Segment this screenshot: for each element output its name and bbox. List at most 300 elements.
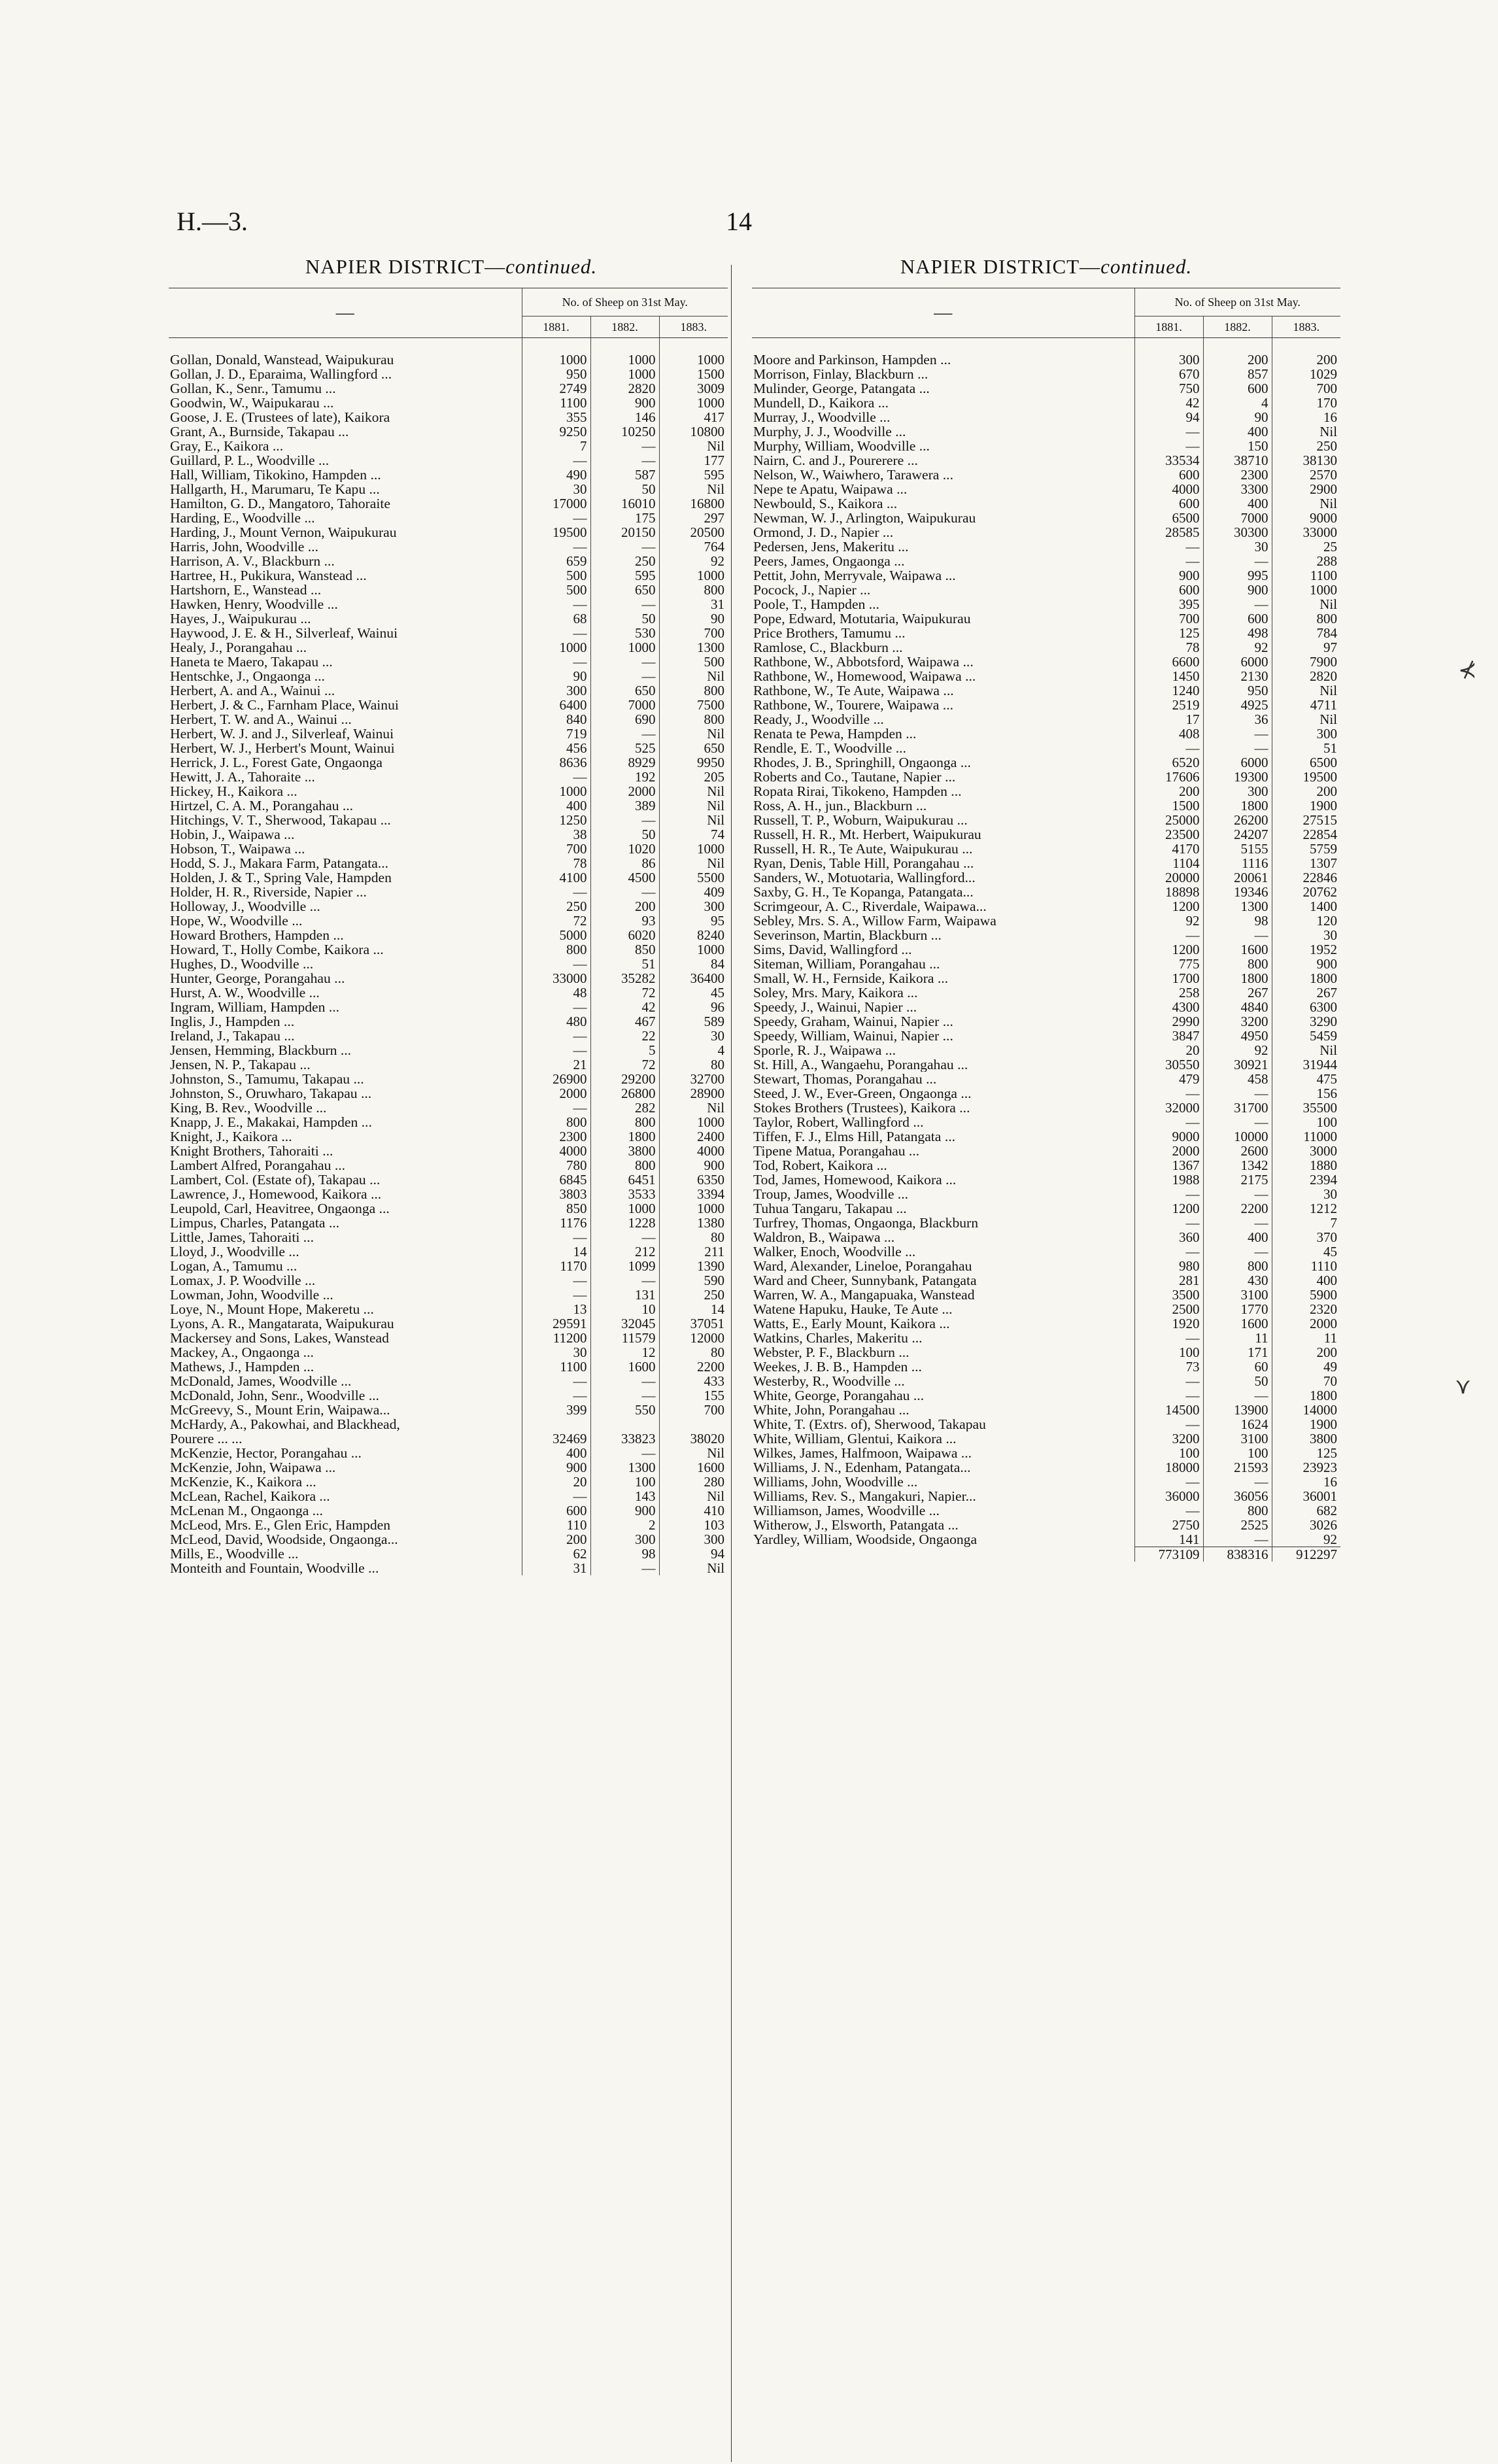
sheep-count-1883: 96 [659, 1000, 728, 1014]
sheep-count-1881: — [1134, 1503, 1203, 1518]
sheep-count-1882: 24207 [1203, 827, 1272, 842]
sheep-count-1883: 90 [659, 611, 728, 626]
sheep-count-1882: — [590, 597, 659, 611]
table-row [752, 727, 1340, 741]
sheep-count-1882: 31700 [1203, 1101, 1272, 1115]
sheep-count-1882: 30921 [1203, 1057, 1272, 1072]
owner-name: Hall, William, Tikokino, Hampden ... [170, 468, 381, 482]
sheep-count-1883: 32700 [659, 1072, 728, 1086]
owner-name: McHardy, A., Pakowhai, and Blackhead, [170, 1417, 400, 1431]
table-row [169, 842, 728, 856]
sheep-count-1883: 12000 [659, 1331, 728, 1345]
sheep-count-1881: — [1134, 928, 1203, 942]
sheep-count-1883: 103 [659, 1518, 728, 1532]
sheep-count-1881: — [522, 1043, 590, 1057]
owner-name: Herbert, J. & C., Farnham Place, Wainui [170, 698, 399, 712]
table-row [752, 439, 1340, 453]
sheep-count-1881: 360 [1134, 1230, 1203, 1244]
owner-name: Leupold, Carl, Heavitree, Ongaonga ... [170, 1201, 390, 1216]
table-row [169, 870, 728, 885]
owner-name: Sebley, Mrs. S. A., Willow Farm, Waipawa [753, 914, 996, 928]
sheep-count-1883: 1307 [1272, 856, 1340, 870]
sheep-count-1881: 490 [522, 468, 590, 482]
owner-name: Pettit, John, Merryvale, Waipawa ... [753, 568, 956, 583]
sheep-count-1883: 3394 [659, 1187, 728, 1201]
sheep-count-1882: 282 [590, 1101, 659, 1115]
sheep-count-1881: 4100 [522, 870, 590, 885]
owner-name: Limpus, Charles, Patangata ... [170, 1216, 340, 1230]
sheep-count-1883: Nil [1272, 424, 1340, 439]
table-row [169, 468, 728, 482]
sheep-count-1882: 146 [590, 410, 659, 424]
sheep-count-1881: 719 [522, 727, 590, 741]
table-row [169, 1216, 728, 1230]
sheep-count-1883: 2400 [659, 1129, 728, 1144]
sheep-count-1881: — [522, 770, 590, 784]
sheep-count-1883: Nil [1272, 712, 1340, 727]
sheep-count-1881: — [1134, 439, 1203, 453]
sheep-count-1883: 20762 [1272, 885, 1340, 899]
sheep-count-1883: 120 [1272, 914, 1340, 928]
owner-name: Holder, H. R., Riverside, Napier ... [170, 885, 367, 899]
table-row [169, 1115, 728, 1129]
sheep-count-1882: 857 [1203, 367, 1272, 381]
sheep-count-1881: 42 [1134, 396, 1203, 410]
sheep-count-1883: 800 [659, 712, 728, 727]
table-row [752, 381, 1340, 396]
table-row [169, 1172, 728, 1187]
sheep-count-1882: — [1203, 597, 1272, 611]
sheep-count-1881: 200 [1134, 784, 1203, 798]
sheep-count-1883: 16 [1272, 410, 1340, 424]
sheep-count-1881: 258 [1134, 985, 1203, 1000]
owner-name: Lowman, John, Woodville ... [170, 1288, 333, 1302]
sheep-count-1882: 33823 [590, 1431, 659, 1446]
owner-name: Haneta te Maero, Takapau ... [170, 655, 333, 669]
owner-name: Lambert, Col. (Estate of), Takapau ... [170, 1172, 381, 1187]
table-row [752, 1029, 1340, 1043]
owner-name: Ireland, J., Takapau ... [170, 1029, 295, 1043]
sheep-count-1882: 6451 [590, 1172, 659, 1187]
sheep-count-1881: 600 [522, 1503, 590, 1518]
sheep-count-1883: 23923 [1272, 1460, 1340, 1475]
sheep-count-1882: — [1203, 741, 1272, 755]
sheep-count-1883: 764 [659, 539, 728, 554]
table-row [169, 1129, 728, 1144]
sheep-count-1883: 1212 [1272, 1201, 1340, 1216]
sheep-count-1883: 16 [1272, 1475, 1340, 1489]
owner-name: Ross, A. H., jun., Blackburn ... [753, 798, 927, 813]
sheep-count-1883: 2820 [1272, 669, 1340, 683]
sheep-count-1882: 1000 [590, 640, 659, 655]
table-row [752, 1072, 1340, 1086]
sheep-count-1881: 30 [522, 482, 590, 496]
owner-name: Mulinder, George, Patangata ... [753, 381, 930, 396]
sheep-count-1881: 68 [522, 611, 590, 626]
table-row [169, 1417, 728, 1431]
owner-name: Gollan, J. D., Eparaima, Wallingford ... [170, 367, 392, 381]
owner-name: Nepe te Apatu, Waipawa ... [753, 482, 908, 496]
table-row [752, 870, 1340, 885]
sheep-count-1882: — [1203, 1532, 1272, 1547]
sheep-count-1882: 35282 [590, 971, 659, 985]
sheep-count-1881: — [1134, 1216, 1203, 1230]
sheep-count-1881: 7 [522, 439, 590, 453]
table-row [169, 1561, 728, 1575]
table-row [169, 424, 728, 439]
sheep-count-1881: 1104 [1134, 856, 1203, 870]
sheep-count-1883: 410 [659, 1503, 728, 1518]
sheep-count-1883: 1000 [1272, 583, 1340, 597]
sheep-count-1881: 1170 [522, 1259, 590, 1273]
table-row [752, 914, 1340, 928]
owner-name: Gollan, K., Senr., Tamumu ... [170, 381, 336, 396]
sheep-count-1881: 6500 [1134, 511, 1203, 525]
owner-name: Harding, E., Woodville ... [170, 511, 315, 525]
page-number: 14 [726, 207, 752, 236]
sheep-count-1882: 7000 [1203, 511, 1272, 525]
owner-name: Watts, E., Early Mount, Kaikora ... [753, 1316, 950, 1331]
table-row [752, 741, 1340, 755]
owner-name: Watkins, Charles, Makeritu ... [753, 1331, 923, 1345]
owner-name: Johnston, S., Oruwharo, Takapau ... [170, 1086, 372, 1101]
sheep-count-1883: 33000 [1272, 525, 1340, 539]
sheep-count-1881: 110 [522, 1518, 590, 1532]
sheep-count-1881: 500 [522, 583, 590, 597]
owner-name: Hickey, H., Kaikora ... [170, 784, 298, 798]
sheep-count-1882: — [590, 885, 659, 899]
sheep-count-1883: 1800 [1272, 1388, 1340, 1403]
sheep-count-1883: 300 [1272, 727, 1340, 741]
sheep-count-1881: 6400 [522, 698, 590, 712]
sheep-count-1881: 33534 [1134, 453, 1203, 468]
table-row [169, 554, 728, 568]
sheep-count-1881: 78 [522, 856, 590, 870]
sheep-count-1882: 1116 [1203, 856, 1272, 870]
sheep-count-1883: 80 [659, 1345, 728, 1360]
owner-name: Rendle, E. T., Woodville ... [753, 741, 906, 755]
sheep-count-1883: 92 [1272, 1532, 1340, 1547]
sheep-count-1881: — [1134, 1244, 1203, 1259]
sheep-count-1882: 36056 [1203, 1489, 1272, 1503]
owner-name: Lloyd, J., Woodville ... [170, 1244, 299, 1259]
sheep-count-1883: 19500 [1272, 770, 1340, 784]
right-sheep-header: No. of Sheep on 31st May. [1134, 288, 1340, 317]
sheep-count-1883: 49 [1272, 1360, 1340, 1374]
sheep-count-1883: 3290 [1272, 1014, 1340, 1029]
table-row [169, 1259, 728, 1273]
owner-name: Herbert, W. J. and J., Silverleaf, Wainui [170, 727, 394, 741]
sheep-count-1883: Nil [1272, 496, 1340, 511]
table-row [752, 1230, 1340, 1244]
table-row [169, 1446, 728, 1460]
sheep-count-1883: 11000 [1272, 1129, 1340, 1144]
owner-name: King, B. Rev., Woodville ... [170, 1101, 327, 1115]
sheep-count-1881: 2519 [1134, 698, 1203, 712]
owner-name: Herbert, W. J., Herbert's Mount, Wainui [170, 741, 395, 755]
table-row [752, 597, 1340, 611]
table-row [752, 1475, 1340, 1489]
sheep-count-1882: — [1203, 1187, 1272, 1201]
sheep-count-1881: 13 [522, 1302, 590, 1316]
sheep-count-1882: 800 [590, 1158, 659, 1172]
table-row [752, 842, 1340, 856]
table-row [169, 583, 728, 597]
sheep-count-1883: 1400 [1272, 899, 1340, 914]
table-row [752, 1460, 1340, 1475]
sheep-count-1883: 500 [659, 655, 728, 669]
sheep-count-1882: 13900 [1203, 1403, 1272, 1417]
table-row [752, 1360, 1340, 1374]
sheep-count-1882: 1800 [590, 1129, 659, 1144]
owner-name: Logan, A., Tamumu ... [170, 1259, 298, 1273]
sheep-count-1882: 1300 [1203, 899, 1272, 914]
owner-name: Scrimgeour, A. C., Riverdale, Waipawa... [753, 899, 987, 914]
table-row [752, 1345, 1340, 1360]
sheep-count-1883: 4000 [659, 1144, 728, 1158]
sheep-count-1881: 25000 [1134, 813, 1203, 827]
sheep-count-1881: 18000 [1134, 1460, 1203, 1475]
owner-name: Gollan, Donald, Wanstead, Waipukurau [170, 352, 394, 367]
owner-name: Webster, P. F., Blackburn ... [753, 1345, 910, 1360]
totals-row [752, 1547, 1340, 1562]
total-1881: 773109 [1134, 1547, 1203, 1562]
owner-name: Ward, Alexander, Lineloe, Porangahau [753, 1259, 972, 1273]
sheep-count-1882: — [590, 1230, 659, 1244]
table-row [752, 813, 1340, 827]
sheep-count-1882: 93 [590, 914, 659, 928]
owner-name: Mackersey and Sons, Lakes, Wanstead [170, 1331, 389, 1345]
sheep-count-1883: 31944 [1272, 1057, 1340, 1072]
sheep-count-1882: 389 [590, 798, 659, 813]
page-header [177, 206, 1340, 245]
sheep-count-1882: 400 [1203, 496, 1272, 511]
table-row [169, 1345, 728, 1360]
sheep-count-1881: 300 [1134, 352, 1203, 367]
table-row [752, 396, 1340, 410]
sheep-count-1882: 11 [1203, 1331, 1272, 1345]
sheep-count-1883: 6350 [659, 1172, 728, 1187]
sheep-count-1883: 100 [1272, 1115, 1340, 1129]
sheep-count-1882: 595 [590, 568, 659, 583]
sheep-count-1882: 300 [1203, 784, 1272, 798]
sheep-count-1881: 408 [1134, 727, 1203, 741]
table-row [752, 1331, 1340, 1345]
sheep-count-1883: Nil [659, 1446, 728, 1460]
owner-name: Yardley, William, Woodside, Ongaonga [753, 1532, 978, 1547]
sheep-count-1883: 1390 [659, 1259, 728, 1273]
sheep-count-1881: 2000 [1134, 1144, 1203, 1158]
sheep-count-1882: 1000 [590, 1201, 659, 1216]
table-row [169, 1316, 728, 1331]
sheep-count-1881: 2300 [522, 1129, 590, 1144]
owner-name: Weekes, J. B. B., Hampden ... [753, 1360, 922, 1374]
sheep-count-1883: Nil [1272, 597, 1340, 611]
owner-name: Pope, Edward, Motutaria, Waipukurau [753, 611, 971, 626]
sheep-count-1881: — [1134, 1374, 1203, 1388]
table-row [169, 1201, 728, 1216]
sheep-count-1882: 98 [1203, 914, 1272, 928]
table-row [169, 1086, 728, 1101]
sheep-count-1881: 1000 [522, 352, 590, 367]
owner-name: Witherow, J., Elsworth, Patangata ... [753, 1518, 959, 1532]
table-row [752, 1201, 1340, 1216]
left-year-1883: 1883. [659, 317, 728, 338]
sheep-count-1881: 775 [1134, 957, 1203, 971]
sheep-count-1882: — [590, 813, 659, 827]
right-title-suffix: continued. [1100, 255, 1193, 278]
sheep-count-1882: 5155 [1203, 842, 1272, 856]
sheep-count-1881: — [1134, 1331, 1203, 1345]
table-row [169, 1388, 728, 1403]
sheep-count-1883: 200 [1272, 784, 1340, 798]
total-1883: 912297 [1272, 1547, 1340, 1562]
sheep-count-1883: 297 [659, 511, 728, 525]
table-row [752, 1288, 1340, 1302]
table-row [169, 1029, 728, 1043]
sheep-count-1882: 20150 [590, 525, 659, 539]
sheep-count-1882: 3100 [1203, 1431, 1272, 1446]
sheep-count-1881: 38 [522, 827, 590, 842]
sheep-count-1883: 14000 [1272, 1403, 1340, 1417]
owner-name: Severinson, Martin, Blackburn ... [753, 928, 942, 942]
margin-mark: ⊀ [1458, 659, 1477, 683]
sheep-count-1883: 700 [659, 626, 728, 640]
table-row [169, 453, 728, 468]
sheep-count-1883: Nil [659, 813, 728, 827]
sheep-count-1883: Nil [659, 482, 728, 496]
table-row [169, 482, 728, 496]
sheep-count-1881: 2750 [1134, 1518, 1203, 1532]
owner-name: Rathbone, W., Homewood, Waipawa ... [753, 669, 976, 683]
sheep-count-1881: 200 [522, 1532, 590, 1547]
sheep-count-1881: 1176 [522, 1216, 590, 1230]
sheep-count-1883: 2320 [1272, 1302, 1340, 1316]
sheep-count-1881: 480 [522, 1014, 590, 1029]
sheep-count-1881: 78 [1134, 640, 1203, 655]
owner-name: McLean, Rachel, Kaikora ... [170, 1489, 330, 1503]
sheep-count-1882: — [590, 1388, 659, 1403]
sheep-count-1881: 1000 [522, 784, 590, 798]
table-row [752, 1216, 1340, 1230]
owner-name: Westerby, R., Woodville ... [753, 1374, 905, 1388]
sheep-count-1882: 36 [1203, 712, 1272, 727]
sheep-count-1881: — [522, 1000, 590, 1014]
sheep-count-1883: 30 [659, 1029, 728, 1043]
sheep-count-1882: 10 [590, 1302, 659, 1316]
sheep-count-1883: 170 [1272, 396, 1340, 410]
owner-name: McKenzie, John, Waipawa ... [170, 1460, 336, 1475]
sheep-count-1883: Nil [659, 1489, 728, 1503]
table-row [752, 698, 1340, 712]
owner-name: Taylor, Robert, Wallingford ... [753, 1115, 924, 1129]
sheep-count-1881: 3200 [1134, 1431, 1203, 1446]
sheep-count-1881: 1367 [1134, 1158, 1203, 1172]
sheep-count-1882: 2175 [1203, 1172, 1272, 1187]
sheep-count-1883: 205 [659, 770, 728, 784]
sheep-count-1882: 150 [1203, 439, 1272, 453]
table-row [169, 1431, 728, 1446]
sheep-count-1881: — [522, 597, 590, 611]
table-row [752, 1302, 1340, 1316]
right-title-text: NAPIER DISTRICT [900, 255, 1080, 278]
sheep-count-1881: 48 [522, 985, 590, 1000]
sheep-count-1882: 50 [590, 827, 659, 842]
table-row [169, 1475, 728, 1489]
owner-name: Rhodes, J. B., Springhill, Ongaonga ... [753, 755, 971, 770]
sheep-count-1883: 3800 [1272, 1431, 1340, 1446]
owner-name: Knight, J., Kaikora ... [170, 1129, 292, 1144]
table-row [169, 1072, 728, 1086]
sheep-count-1883: 475 [1272, 1072, 1340, 1086]
sheep-count-1882: 530 [590, 626, 659, 640]
sheep-count-1882: 50 [1203, 1374, 1272, 1388]
sheep-count-1882: 131 [590, 1288, 659, 1302]
sheep-count-1882: 650 [590, 583, 659, 597]
sheep-count-1881: 14500 [1134, 1403, 1203, 1417]
sheep-count-1883: 682 [1272, 1503, 1340, 1518]
sheep-count-1882: — [590, 539, 659, 554]
sheep-count-1883: 1900 [1272, 1417, 1340, 1431]
owner-name: Hurst, A. W., Woodville ... [170, 985, 320, 1000]
owner-name: Morrison, Finlay, Blackburn ... [753, 367, 928, 381]
table-row [169, 1288, 728, 1302]
owner-name: Turfrey, Thomas, Ongaonga, Blackburn [753, 1216, 979, 1230]
sheep-count-1882: — [590, 1561, 659, 1575]
sheep-count-1881 [522, 1417, 590, 1431]
sheep-count-1882: 995 [1203, 568, 1272, 583]
sheep-count-1883: 800 [1272, 611, 1340, 626]
sheep-count-1883: 27515 [1272, 813, 1340, 827]
sheep-count-1881: — [1134, 1086, 1203, 1101]
sheep-count-1882: 171 [1203, 1345, 1272, 1360]
sheep-count-1883: 9950 [659, 755, 728, 770]
sheep-count-1882: 4925 [1203, 698, 1272, 712]
sheep-count-1882: — [1203, 1216, 1272, 1230]
sheep-count-1882: 72 [590, 985, 659, 1000]
sheep-count-1883: Nil [659, 1561, 728, 1575]
sheep-count-1882: 5 [590, 1043, 659, 1057]
owner-name: Lambert Alfred, Porangahau ... [170, 1158, 346, 1172]
sheep-count-1881: 20 [1134, 1043, 1203, 1057]
owner-name: Gray, E., Kaikora ... [170, 439, 284, 453]
table-row [169, 1532, 728, 1547]
sheep-count-1883: 370 [1272, 1230, 1340, 1244]
sheep-count-1882 [590, 1417, 659, 1431]
owner-name: Siteman, William, Porangahau ... [753, 957, 940, 971]
sheep-count-1883: 700 [659, 1403, 728, 1417]
total-1882: 838316 [1203, 1547, 1272, 1562]
sheep-count-1883: 211 [659, 1244, 728, 1259]
sheep-count-1881: — [1134, 539, 1203, 554]
sheep-count-1882: 1600 [1203, 942, 1272, 957]
table-row [169, 856, 728, 870]
sheep-count-1882: 1624 [1203, 1417, 1272, 1431]
sheep-count-1882: 2525 [1203, 1518, 1272, 1532]
sheep-count-1881: 18898 [1134, 885, 1203, 899]
table-row [169, 367, 728, 381]
sheep-count-1882: 1800 [1203, 971, 1272, 985]
table-row [169, 813, 728, 827]
sheep-count-1883: 22846 [1272, 870, 1340, 885]
sheep-count-1882: 20061 [1203, 870, 1272, 885]
sheep-count-1881: 9000 [1134, 1129, 1203, 1144]
sheep-count-1883: 22854 [1272, 827, 1340, 842]
sheep-count-1882: 1800 [1203, 798, 1272, 813]
sheep-count-1883: 10800 [659, 424, 728, 439]
owner-name: Hitchings, V. T., Sherwood, Takapau ... [170, 813, 391, 827]
sheep-count-1881: — [522, 1273, 590, 1288]
